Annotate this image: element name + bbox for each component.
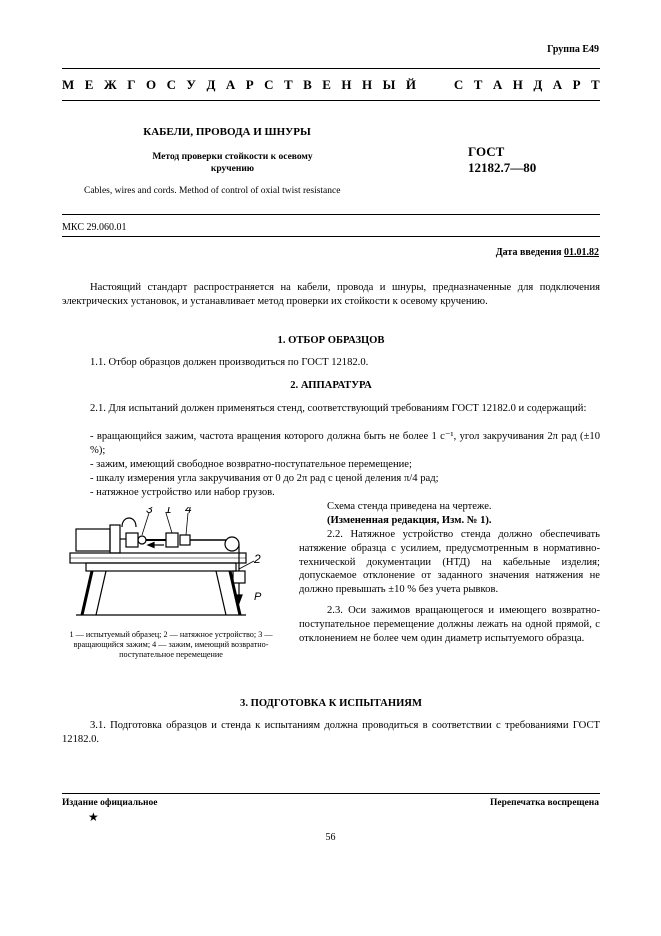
english-title: Cables, wires and cords. Method of control of oxial twist resistance xyxy=(84,186,341,196)
document-subtitle: Метод проверки стойкости к осевому кручению xyxy=(152,152,313,174)
label-3: 3 xyxy=(146,507,153,516)
rotating-clamp-body xyxy=(126,533,138,547)
banner-letter: М xyxy=(62,77,75,92)
banner-letter: О xyxy=(145,77,157,92)
banner-gap xyxy=(440,77,443,93)
banner-letter: А xyxy=(552,77,563,92)
group-code: Группа Е49 xyxy=(547,44,599,55)
gearbox xyxy=(110,525,120,553)
item-sliding-clamp: - зажим, имеющий свободное возвратно-поступательное перемещение; xyxy=(90,459,412,470)
banner-letter: А xyxy=(492,77,503,92)
section-2-3: 2.3. Оси зажимов вращающегося и имеющего возвратно-поступательное перемещение должны лежать на одной прямой, с отклонением не более чем один диаметр испытуемого образца. xyxy=(299,605,600,644)
label-1: 1 xyxy=(165,507,172,516)
banner-letter: У xyxy=(186,77,196,92)
section-1-1: 1.1. Отбор образцов должен производиться по ГОСТ 12182.0. xyxy=(90,357,369,368)
test-stand-drawing xyxy=(66,507,286,619)
page-number: 56 xyxy=(325,832,336,843)
label-p: P xyxy=(254,591,262,603)
item-tension-device: - натяжное устройство или набор грузов. xyxy=(90,487,275,498)
banner-letter: Г xyxy=(127,77,136,92)
date-value: 01.01.82 xyxy=(564,247,599,258)
scheme-note: Схема стенда приведена на чертеже. xyxy=(327,501,492,512)
banner-letter: Р xyxy=(245,77,254,92)
mks-code: МКС 29.060.01 xyxy=(62,222,127,233)
test-stand-figure xyxy=(66,507,286,624)
stand-frame xyxy=(86,563,236,571)
clamp-handle xyxy=(122,518,136,527)
banner-letter: Т xyxy=(473,77,483,92)
section-3-1: 3.1. Подготовка образцов и стенда к испытаниям должна проводиться в соответствии с требованиями ГОСТ 12182.0. xyxy=(62,720,600,745)
banner-gap xyxy=(426,77,429,93)
banner-letter: Т xyxy=(591,77,600,92)
top-rule xyxy=(62,68,600,69)
label-2: 2 xyxy=(254,552,261,566)
banner-letter: А xyxy=(225,77,236,92)
banner-letter: Н xyxy=(362,77,373,92)
banner-letter: Д xyxy=(533,77,543,92)
banner-letter: С xyxy=(264,77,274,92)
rotating-clamp-head xyxy=(138,536,146,544)
banner-letter: Й xyxy=(405,77,416,92)
banner-letter: Н xyxy=(512,77,523,92)
banner-letter: С xyxy=(166,77,176,92)
tension-pulley xyxy=(225,537,239,551)
banner-letter: С xyxy=(453,77,464,92)
effective-date xyxy=(496,247,599,258)
banner-letter: Ж xyxy=(103,77,117,92)
sliding-clamp-body xyxy=(166,533,178,547)
gost-label: ГОСТ xyxy=(468,144,505,159)
section-2-heading: 2. АППАРАТУРА xyxy=(290,380,372,391)
standard-banner xyxy=(62,77,600,93)
banner-letter: Д xyxy=(206,77,216,92)
reprint-prohibited: Перепечатка воспрещена xyxy=(489,798,599,808)
section-2-1: 2.1. Для испытаний должен применяться стенд, соответствующий требованиям ГОСТ 12182.0 и содержащий: xyxy=(90,403,587,414)
date-label: Дата введения xyxy=(495,247,562,258)
item-rotating-clamp: - вращающийся зажим, частота вращения которого должна быть не более 1 с⁻¹, угол закручивания 2π рад (±10 %); xyxy=(90,431,600,456)
footer-rule xyxy=(62,793,600,794)
date-rule xyxy=(62,236,600,237)
section-3-heading: 3. ПОДГОТОВКА К ИСПЫТАНИЯМ xyxy=(240,698,422,709)
amendment-note: (Измененная редакция, Изм. № 1). xyxy=(327,515,492,526)
banner-letter: Т xyxy=(284,77,293,92)
banner-letter: В xyxy=(303,77,312,92)
banner-rule xyxy=(62,100,600,101)
banner-letter: Е xyxy=(84,77,94,92)
figure-caption: 1 — испытуемый образец; 2 — натяжное устройство; 3 — вращающийся зажим; 4 — зажим, имеющий возвратно-поступательное перемещение xyxy=(69,630,273,659)
section-1-heading: 1. ОТБОР ОБРАЗЦОВ xyxy=(277,335,385,346)
stand-leg-left xyxy=(82,571,92,615)
document-title: КАБЕЛИ, ПРОВОДА И ШНУРЫ xyxy=(143,126,311,138)
label-4: 4 xyxy=(185,507,192,516)
banner-letter: Е xyxy=(322,77,331,92)
star-icon: ★ xyxy=(88,810,99,824)
banner-letter: Н xyxy=(341,77,352,92)
gost-number xyxy=(468,144,536,176)
banner-letter: Р xyxy=(572,77,581,92)
mks-rule xyxy=(62,214,600,215)
gost-code: 12182.7—80 xyxy=(468,160,537,175)
banner-letter: Ы xyxy=(382,77,396,92)
tension-weight xyxy=(233,571,245,583)
item-scale: - шкалу измерения угла закручивания от 0 до 2π рад с ценой деления π/4 рад; xyxy=(90,473,439,484)
intro-paragraph: Настоящий стандарт распространяется на кабели, провода и шнуры, предназначенные для подключения электрических установок, и устанавливает метод проверки их стойкости к осевому кручению. xyxy=(62,282,600,307)
official-edition: Издание официальное xyxy=(62,798,158,808)
section-2-2: 2.2. Натяжное устройство стенда должно обеспечивать натяжение образца с усилием, предусмотренным в нормативно-технической документации (НТД) на кабельные изделия; допускаемое отклонение от заданного значения натяжения не должно превышать ±10 % без учета рывков. xyxy=(299,529,600,596)
motor xyxy=(76,529,110,551)
